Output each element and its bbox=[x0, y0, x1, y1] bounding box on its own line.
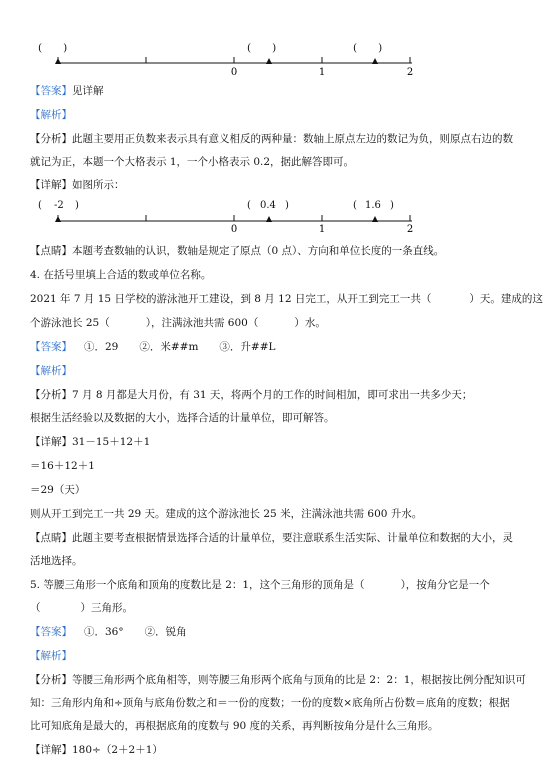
fenxi-text: 此题主要用正负数来表示具有意义相反的两种量：数轴上原点左边的数记为负，则原点右边的数 bbox=[72, 133, 513, 145]
dianjing-text: 本题考查数轴的认识，数轴是规定了原点（0 点）、方向和单位长度的一条直线。 bbox=[72, 245, 445, 257]
q4-dianjing-1 bbox=[30, 531, 513, 545]
q3-fenxi-2: 就记为正，本题一个大格表示 1，一个小格表示 0.2，据此解答即可。 bbox=[30, 156, 355, 168]
q4-stem-2 bbox=[30, 316, 326, 330]
q4-fenxi-2: 根据生活经验以及数据的大小，选择合适的计量单位，即可解答。 bbox=[30, 412, 335, 424]
tick-label-1: 1 bbox=[318, 67, 326, 78]
analysis-tag: 【解析】 bbox=[30, 109, 72, 121]
dianjing-tag: 【点睛】 bbox=[30, 245, 72, 257]
q3-dianjing bbox=[30, 244, 444, 258]
blank-right: ( ) bbox=[353, 42, 383, 54]
answer-text: ①．29 ②．米##m ③．升##L bbox=[84, 341, 276, 353]
q5-stem-2 bbox=[30, 601, 133, 615]
answer-tag: 【答案】 bbox=[30, 626, 72, 638]
paren-close: ) bbox=[285, 200, 289, 211]
stem-text: ）水。 bbox=[294, 317, 326, 329]
paren-close: ) bbox=[75, 200, 79, 211]
q4-title: 4. 在括号里填上合适的数或单位名称。 bbox=[30, 269, 212, 281]
answer-text: ①．36° ②．锐角 bbox=[84, 626, 187, 638]
q4-analysis bbox=[30, 364, 72, 378]
blank-mid: ( ) bbox=[247, 42, 277, 54]
q5-fenxi-3: 比可知底角是最大的，再根据底角的度数与 90 度的关系，再判断按角分是什么三角形。 bbox=[30, 720, 439, 732]
stem-text: ）天。建成的这 bbox=[469, 293, 543, 305]
analysis-tag: 【解析】 bbox=[30, 650, 72, 662]
q4-detail-3: ＝29（天） bbox=[30, 484, 86, 496]
stem-text: ），注满泳池共需 600（ bbox=[145, 317, 259, 329]
q4-detail-2: ＝16＋12＋1 bbox=[30, 460, 95, 472]
fenxi-tag: 【分析】 bbox=[30, 674, 72, 686]
q3-fenxi-1 bbox=[30, 132, 513, 146]
paren-open: ( bbox=[353, 200, 357, 211]
q5-analysis bbox=[30, 649, 72, 663]
tick-label-2: 2 bbox=[406, 224, 414, 235]
label-0-4: 0.4 bbox=[260, 200, 276, 211]
stem-text: （ bbox=[30, 602, 41, 614]
q5-detail-1 bbox=[30, 743, 163, 757]
q5-fenxi-1 bbox=[30, 673, 526, 687]
q3-analysis bbox=[30, 108, 72, 122]
q4-stem-1 bbox=[30, 292, 543, 306]
paren-open: ( bbox=[38, 200, 42, 211]
analysis-tag: 【解析】 bbox=[30, 365, 72, 377]
number-line-1 bbox=[0, 0, 548, 90]
stem-text: 2021 年 7 月 15 日学校的游泳池开工建设，到 8 月 12 日完工，从开工到完工一共（ bbox=[30, 293, 432, 305]
fenxi-text: 7 月 8 月都是大月份，有 31 天，将两个月的工作的时间相加，即可求出一共多少天； bbox=[72, 389, 473, 401]
q4-answer bbox=[30, 340, 275, 354]
fenxi-tag: 【分析】 bbox=[30, 133, 72, 145]
q5-answer bbox=[30, 625, 187, 639]
stem-text: ）三角形。 bbox=[80, 602, 133, 614]
detail-text: 如图所示： bbox=[72, 179, 125, 191]
tick-label-0: 0 bbox=[230, 67, 238, 78]
fenxi-text: 等腰三角形两个底角相等，则等腰三角形两个底角与顶角的比是 2：2：1，根据按比例分配知识可 bbox=[72, 674, 526, 686]
detail-tag: 【详解】 bbox=[30, 436, 72, 448]
detail-tag: 【详解】 bbox=[30, 179, 72, 191]
dianjing-tag: 【点睛】 bbox=[30, 532, 72, 544]
answer-tag: 【答案】 bbox=[30, 341, 72, 353]
stem-text: 个游泳池长 25（ bbox=[30, 317, 110, 329]
stem-text: ），按角分它是一个 bbox=[400, 579, 490, 591]
dianjing-text: 此题主要考查根据情景选择合适的计量单位，要注意联系生活实际、计量单位和数据的大小，灵 bbox=[72, 532, 513, 544]
detail-text: 180÷（2＋2＋1） bbox=[72, 744, 163, 756]
q4-dianjing-2: 活地选择。 bbox=[30, 555, 83, 567]
blank-left: ( ) bbox=[38, 42, 68, 54]
label-1-6: 1.6 bbox=[365, 200, 381, 211]
paren-open: ( bbox=[247, 200, 251, 211]
paren-close: ) bbox=[390, 200, 394, 211]
number-line-2 bbox=[0, 190, 548, 240]
tick-label-1: 1 bbox=[318, 224, 326, 235]
label-neg2: -2 bbox=[54, 200, 64, 211]
tick-label-0: 0 bbox=[230, 224, 238, 235]
tick-label-2: 2 bbox=[406, 67, 414, 78]
q4-fenxi-1 bbox=[30, 388, 472, 402]
q5-fenxi-2: 知：三角形内角和÷顶角与底角份数之和＝一份的度数；一份的度数×底角所占份数＝底角的度数；根据 bbox=[30, 697, 510, 709]
fenxi-tag: 【分析】 bbox=[30, 389, 72, 401]
detail-tag: 【详解】 bbox=[30, 744, 72, 756]
answer-tag: 【答案】 bbox=[30, 85, 72, 97]
q3-answer bbox=[30, 84, 104, 98]
stem-text: 5. 等腰三角形一个底角和顶角的度数比是 2：1，这个三角形的顶角是（ bbox=[30, 579, 365, 591]
answer-text: 见详解 bbox=[72, 85, 104, 97]
detail-text: 31－15＋12＋1 bbox=[72, 436, 151, 448]
q4-detail-1 bbox=[30, 435, 150, 449]
q4-detail-4: 则从开工到完工一共 29 天。建成的这个游泳池长 25 米，注满泳池共需 600 升水。 bbox=[30, 508, 423, 520]
q5-stem-1 bbox=[30, 578, 490, 592]
